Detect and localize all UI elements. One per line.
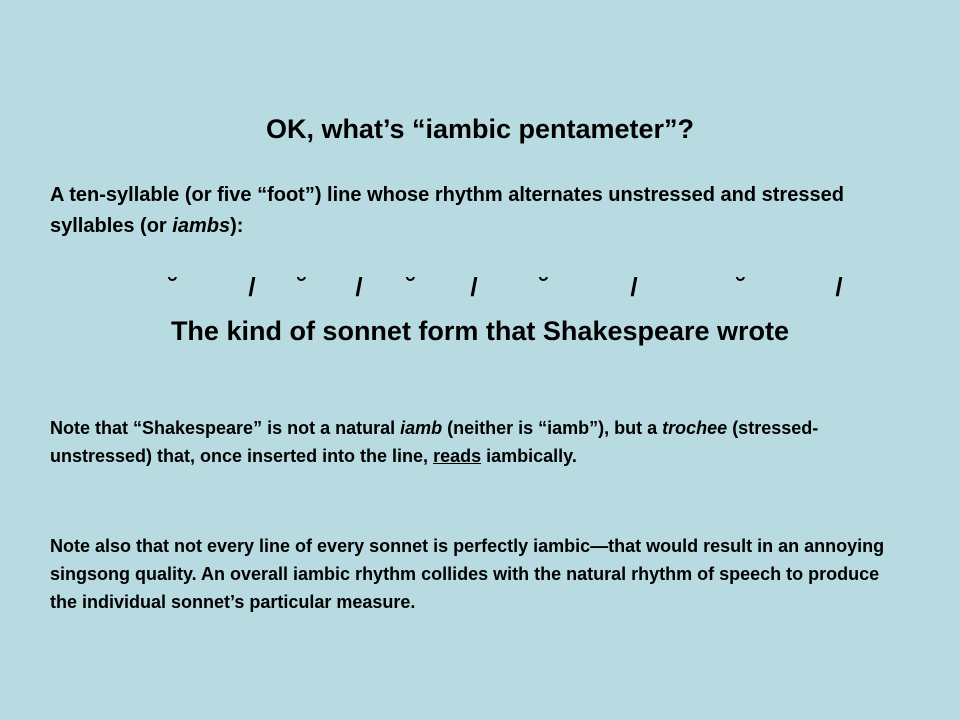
unstressed-mark: ˘ [168, 272, 178, 302]
stressed-mark: / [355, 272, 363, 302]
note-rhythm: Note also that not every line of every sonnet is perfectly iambic—that would result in an annoying singsong quality. An overall iambic rhythm collides with the natural rhythm of speech to produce the individual sonnet’s particular measure. [50, 536, 885, 612]
note1-text-2: (neither is “iamb”), but a [442, 418, 663, 438]
stressed-mark: / [630, 272, 638, 302]
intro-text-2: ): [230, 215, 244, 237]
intro-emphasis-iambs: iambs [172, 215, 231, 237]
note1-text-3: (stressed-unstressed) that, once inserted into the line, [50, 418, 819, 466]
unstressed-mark: ˘ [736, 272, 746, 302]
intro-paragraph [50, 180, 910, 242]
note1-underlined-reads: reads [433, 446, 482, 466]
intro-text-1: A ten-syllable (or five “foot”) line whose rhythm alternates unstressed and stressed syllables (or [50, 184, 844, 237]
note1-emphasis-iamb: iamb [400, 418, 443, 438]
scansion-marks [0, 270, 960, 306]
unstressed-mark: ˘ [406, 272, 416, 302]
stressed-mark: / [248, 272, 256, 302]
note-shakespeare [50, 414, 910, 470]
note1-emphasis-trochee: trochee [662, 418, 728, 438]
stressed-mark: / [835, 272, 843, 302]
note1-text-4: iambically. [481, 446, 577, 466]
verse-line: The kind of sonnet form that Shakespeare wrote [170, 316, 790, 346]
unstressed-mark: ˘ [297, 272, 307, 302]
note1-text-1: Note that “Shakespeare” is not a natural [50, 418, 401, 438]
stressed-mark: / [470, 272, 478, 302]
slide-title: OK, what’s “iambic pentameter”? [265, 114, 695, 144]
unstressed-mark: ˘ [539, 272, 549, 302]
